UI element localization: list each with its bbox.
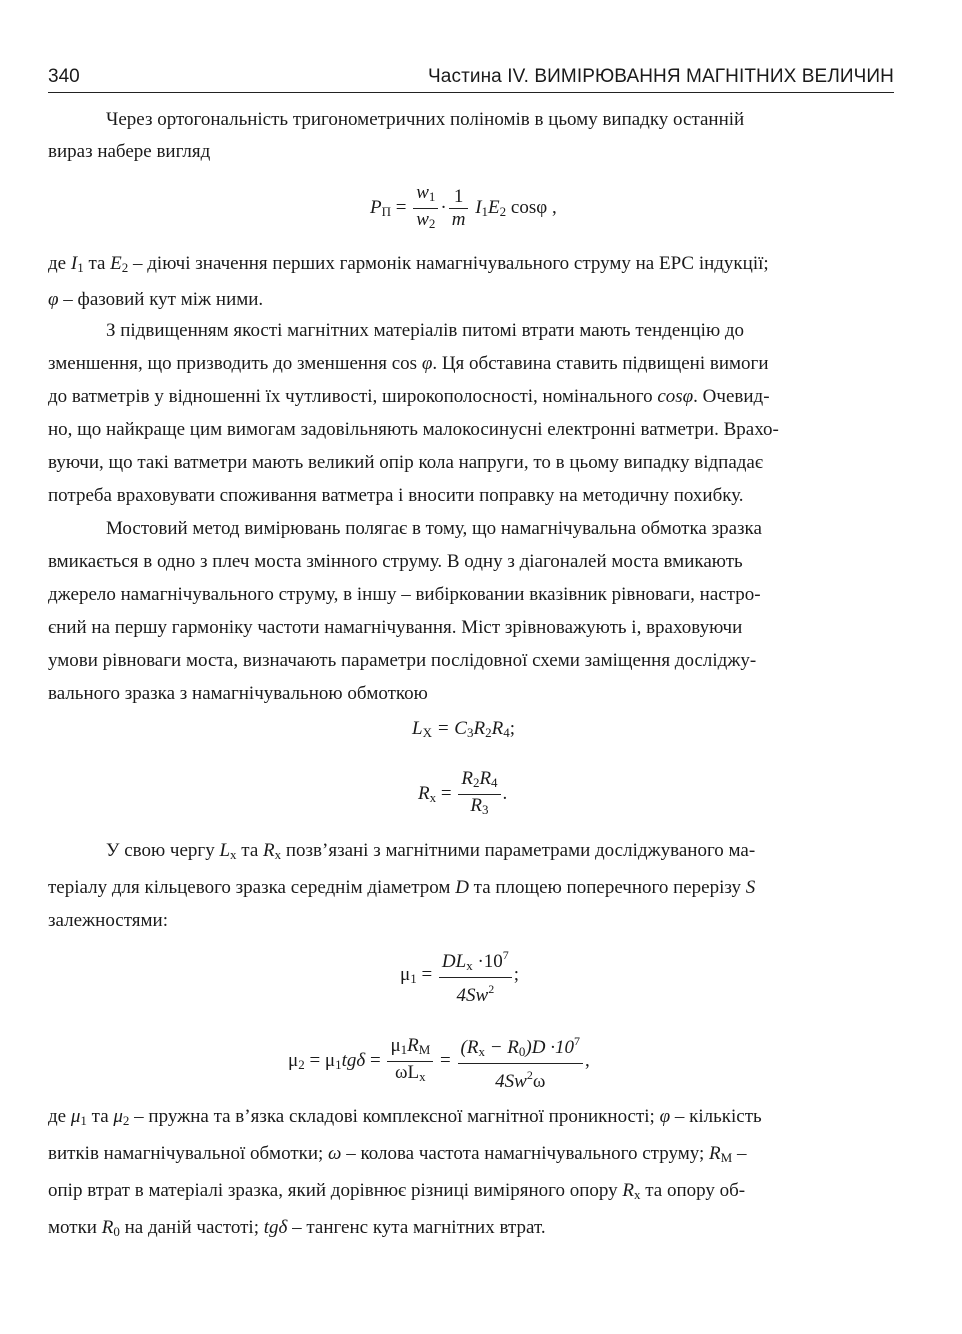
formula-power: $P_П$ = $\frac{w_1}{w_2}$ · $\frac{1}{m}$ $I_1E_2$ cosφ , [370, 182, 557, 231]
paragraph-5: У свою чергу $L_x$ та $R_x$ позв’язані з магнітними параметрами досліджуваного ма- теріалу для кільцевого зразка середнім діаметром D та площею поперечного перерізу S залежностями: [48, 840, 756, 931]
running-head: Частина IV. ВИМІРЮВАННЯ МАГНІТНИХ ВЕЛИЧИН [428, 66, 894, 87]
page-header [48, 62, 894, 93]
paragraph-3: З підвищенням якості магнітних матеріалів питомі втрати мають тенденцію до зменшення, що призводить до зменшення cos φ. Ця обставина ставить підвищені вимоги до ватметрів у відношенні їх чутливості, широкополосності, номінального cosφ. Очевид- но, що найкраще цим вимогам задовільняють малокосинусні електронні ватметри. Врахо- вуючи, що такі ватметри мають великий опір кола напруги, то в цьому випадку відпадає потреба враховувати споживання ватметра і вносити поправку на методичну похибку. [48, 320, 779, 506]
paragraph-2: де $I_1$ та $E_2$ – діючі значення перших гармонік намагнічувального струму на ЕРС індукції; φ – фазовий кут між ними. [48, 253, 769, 310]
page-number: 340 [48, 66, 80, 87]
formula-rx: $R_x$ = $\frac{R_2R_4}{R_3}$ . [418, 768, 508, 817]
p1-line2: вираз набере вигляд [48, 141, 211, 162]
p1-line1: Через ортогональність тригонометричних поліномів в цьому випадку останній [106, 109, 745, 130]
paragraph-4: Мостовий метод вимірювань полягає в тому, що намагнічувальна обмотка зразка вмикається в одно з плеч моста змінного струму. В одну з діагоналей моста вмикають джерело намагнічувального струму, в іншу – вибірковании вказівник рівноваги, настро- єний на першу гармоніку частоти намагнічування. Міст зрівноважують і, враховуючи умови рівноваги моста, визначають параметри послідовної схеми заміщення досліджу- вального зразка з намагнічувальною обмоткою [48, 518, 762, 704]
formula-mu2: $\mu_2 = \mu_1tg\delta$ = $\frac{\mu_1R_M}{\omega L_x}$ = $\frac{(R_x - R_0)D \cdot 10^7}{4Sw^2\omega}$ , [288, 1030, 590, 1093]
formula-mu1: $\mu_1$ = $\frac{DL_x \cdot 10^7}{4Sw^2}$ ; [400, 944, 519, 1007]
paragraph-1 [48, 104, 894, 168]
formula-lx: $L_X = C_3R_2R_4$; [412, 718, 515, 740]
paragraph-6: де $\mu_1$ та $\mu_2$ – пружна та в’язка складові комплексної магнітної проникності; φ – кількість витків намагнічувальної обмотки; ω – колова частота намагнічувального струму; $R_M$ – опір втрат в матеріалі зразка, який дорівнює різниці виміряного опору $R_x$ та опору об- мотки $R_0$ на даній частоті; tgδ – тангенс кута магнітних втрат. [48, 1106, 762, 1239]
